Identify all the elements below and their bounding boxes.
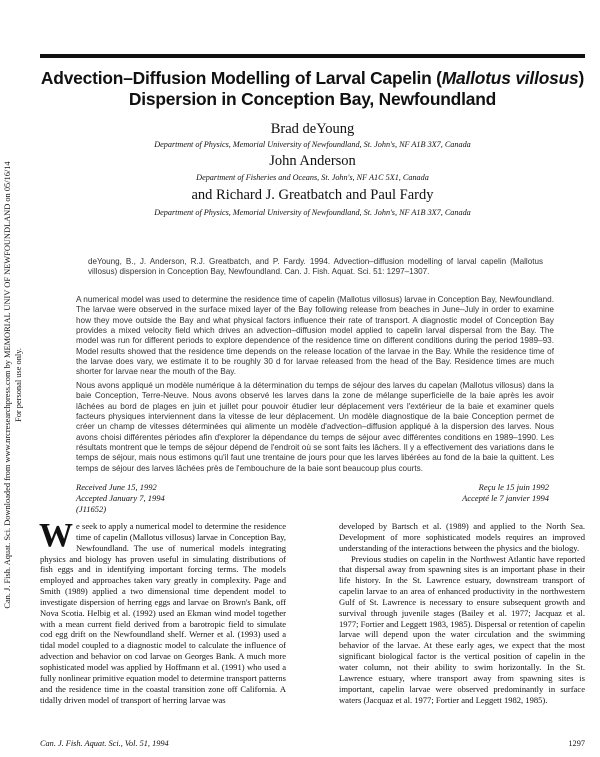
dates-french: Reçu le 15 juin 1992 Accepté le 7 janvier 1994 [462,482,549,503]
drop-cap: W [39,517,73,554]
author-3: and Richard J. Greatbatch and Paul Fardy [191,187,434,203]
affiliation-3: Department of Physics, Memorial University of Newfoundland, St. John's, NF A1B 3X7, Canada [154,208,471,217]
paper-page [40,0,585,757]
watermark-line-1: Can. J. Fish. Aquat. Sci. Downloaded from www.nrcresearchpress.com by MEMORIAL UNIV OF NEWFOUNDLAND on 05/16/14 [3,161,12,609]
paper-title: Advection–Diffusion Modelling of Larval Capelin (Mallotus villosus) Dispersion in Conception Bay, Newfoundland [40,68,585,109]
journal-footer: Can. J. Fish. Aquat. Sci., Vol. 51, 1994 [40,739,169,748]
header-rule [40,54,585,58]
download-watermark [2,40,24,730]
dates-english: Received June 15, 1992 Accepted January 7, 1994 (J11652) [76,482,165,514]
author-1: Brad deYoung [270,121,355,137]
body-right-column: developed by Bartsch et al. (1989) and applied to the North Sea. Development of more sophisticated models requires an improved understanding of the interactions between the physics and the biology. Previous studies on capelin in the Northwest Atlantic have reported that dispersal away from spawning sites is an important phase in their life history. In the St. Lawrence estuary, downstream transport of capelin larvae to an area of enhanced productivity in the northwestern Gulf of St. Lawrence is necessary to ensure subsequent growth and survival through juvenile stages (Bailey et al. 1977; Jacquaz et al. 1977; Fortier and Leggett 1983, 1985). Dispersal or retention of capelin larvae will depend upon the water circulation and the swimming behavior of the larvae. At these early ages, we expect that the most significant biological factor is the vertical position of capelin in the water column, not their ability to swim horizontally. In the St. Lawrence estuary, where transport away from spawning sites is important, capelin larvae were observed predominantly in surface waters (Jacquaz et al. 1977; Fortier and Leggett 1982, 1985). [339,521,585,705]
author-2: John Anderson [269,153,356,169]
watermark-line-2: For personal use only. [14,348,23,422]
abstract-french: Nous avons appliqué un modèle numérique à la détermination du temps de séjour des larves du capelan (Mallotus villosus) dans la baie Conception, Terre-Neuve. Nous avons observé les larves dans la zone de mélange superficielle de la baie après les avoir lâchées au bord de plages en juin et juillet pour pouvoir étudier leur déplacement vers l'extérieur de la baie et examiner quels facteurs physiques interviennent dans la vitesse de leur déplacement. Un modèle diagnostique de la baie Conception permet de créer un champ de vitesses déterminées qui alimente un modèle d'advection–diffusion appliqué à la dispersion des larves. Nous avons choisi différentes périodes afin d'explorer la dépendance du temps de séjour avec différentes conditions en 1989–1990. Les résultats montrent que le temps de séjour dépend de l'endroit où se sont faits les lâchers. Il y a effectivement des variations dans le temps de séjour, mais nous estimons qu'il faut une trentaine de jours pour que les larves libérées au fond de la baie la quittent. Les temps de séjour des larves lâchées près de l'embouchure de la baie sont beaucoup plus courts. [76,381,554,473]
abstract-english: A numerical model was used to determine the residence time of capelin (Mallotus villosus) larvae in Conception Bay, Newfoundland. The larvae were observed in the surface mixed layer of the Bay following release from beaches in June–July in order to examine how they move outside the Bay and what physical factors influence their rate of transport. A diagnostic model of Conception Bay provides a mixed velocity field which drives an advection–diffusion model applied to capelin larval dispersal from the Bay. The model was run for different periods to explore dependence of the residence time on different conditions during the period 1989–93. Model results showed that the residence time depends on the release location of the larvae in the Bay. While the residence time of the larvae does vary, we estimate it to be roughly 30 d for larvae released from the head of the Bay. Residence times are much shorter for larvae near the mouth of the Bay. [76,295,554,377]
affiliation-2: Department of Fisheries and Oceans, St. John's, NF A1C 5X1, Canada [196,173,429,182]
citation: deYoung, B., J. Anderson, R.J. Greatbatch, and P. Fardy. 1994. Advection–diffusion modelling of larval capelin (Mallotus villosus) dispersion in Conception Bay, Newfoundland. Can. J. Fish. Aquat. Sci. 51: 1297–1307. [88,257,543,277]
body-left-column: We seek to apply a numerical model to determine the residence time of capelin (Mallotus villosus) larvae in Conception Bay, Newfoundland. The use of numerical models integrating physics and biology has proven useful in simulating distributions of fish eggs and in identifying important forcing terms. The models employed and approaches taken vary greatly in complexity. Page and Smith (1989) applied a two dimensional time dependent model to investigate dispersion of herring eggs and larvae on Brown's Bank, off Nova Scotia. Helbig et al. (1992) used an Ekman wind model together with a mean current field derived from a barotropic field to simulate cod egg drift on the Newfoundland shelf. Werner et al. (1993) used a tidal model coupled to a diagnostic model to calculate the influence of advection and behavior on cod larvae on Georges Bank. A much more sophisticated model was applied by Hoffmann et al. (1991) who used a fully nonlinear primitive equation model to determine transport patterns and the residence time in the coastal transition zone off California. A tidally driven model of transport of herring larvae was [39,517,286,705]
affiliation-1: Department of Physics, Memorial University of Newfoundland, St. John's, NF A1B 3X7, Canada [154,140,471,149]
page-number: 1297 [568,739,585,748]
